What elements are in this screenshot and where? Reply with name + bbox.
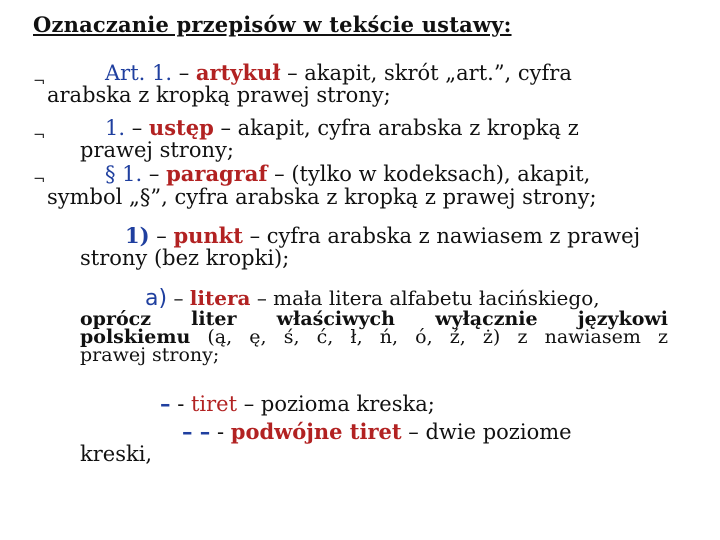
item-marker: Art. 1.: [105, 61, 173, 85]
item-marker: a): [145, 286, 168, 311]
item-dash: –: [148, 162, 160, 186]
item-litera-line1: [145, 287, 600, 310]
item-ustep-line2: prawej strony;: [80, 138, 234, 162]
item-dash: –: [178, 61, 190, 85]
item-dash: –: [156, 224, 167, 248]
item-term: paragraf: [166, 161, 268, 186]
item-sep: -: [217, 420, 225, 444]
item-ustep-line1: [105, 117, 579, 139]
item-sep: -: [177, 392, 185, 416]
item-term: ustęp: [148, 115, 214, 140]
bullet-icon: ¬: [33, 126, 46, 144]
item-artykul-line2: arabska z kropką prawej strony;: [47, 83, 391, 107]
item-term: litera: [189, 286, 251, 310]
item-tiret-line1: [160, 393, 435, 415]
page-title: Oznaczanie przepisów w tekście ustawy:: [33, 12, 512, 37]
item-term: podwójne tiret: [230, 419, 402, 444]
item-marker: –: [160, 391, 171, 416]
item-text: (ą, ę, ś, ć, ł, ń, ó, ź, ż) z nawiasem z: [207, 326, 668, 348]
item-text: – akapit, cyfra arabska z kropką z: [220, 116, 579, 140]
item-paragraf-line1: [105, 163, 590, 185]
item-text-bold: polskiemu: [80, 326, 191, 348]
item-text: prawej strony;: [80, 344, 220, 366]
item-text: – mała litera alfabetu łacińskiego,: [256, 286, 600, 310]
item-dash: –: [173, 286, 184, 310]
item-text: oprócz liter właściwych wyłącznie językowi: [80, 308, 668, 330]
item-podwojne-tiret-line1: [182, 421, 572, 443]
item-term: artykuł: [195, 60, 281, 85]
item-text: – cyfra arabska z nawiasem z prawej: [249, 224, 641, 248]
bullet-icon: ¬: [33, 170, 46, 188]
item-term: tiret: [190, 392, 238, 416]
item-text: – dwie poziome: [408, 420, 572, 444]
item-term: punkt: [173, 223, 243, 248]
item-punkt-line2: strony (bez kropki);: [80, 246, 290, 270]
item-artykul-line1: [105, 62, 572, 84]
item-text: – pozioma kreska;: [243, 392, 435, 416]
item-dash: –: [131, 116, 143, 140]
item-marker: 1): [125, 223, 150, 248]
item-marker: 1.: [105, 116, 126, 140]
item-marker: § 1.: [105, 162, 143, 186]
item-podwojne-tiret-line2: kreski,: [80, 442, 153, 466]
item-paragraf-line2: symbol „§”, cyfra arabska z kropką z prawej strony;: [47, 185, 597, 209]
item-text: – akapit, skrót „art.”, cyfra: [287, 61, 572, 85]
item-marker: – –: [182, 419, 211, 444]
item-litera-body: [80, 310, 668, 364]
bullet-icon: ¬: [33, 72, 46, 90]
item-text: – (tylko w kodeksach), akapit,: [274, 162, 591, 186]
item-punkt-line1: [125, 225, 640, 247]
